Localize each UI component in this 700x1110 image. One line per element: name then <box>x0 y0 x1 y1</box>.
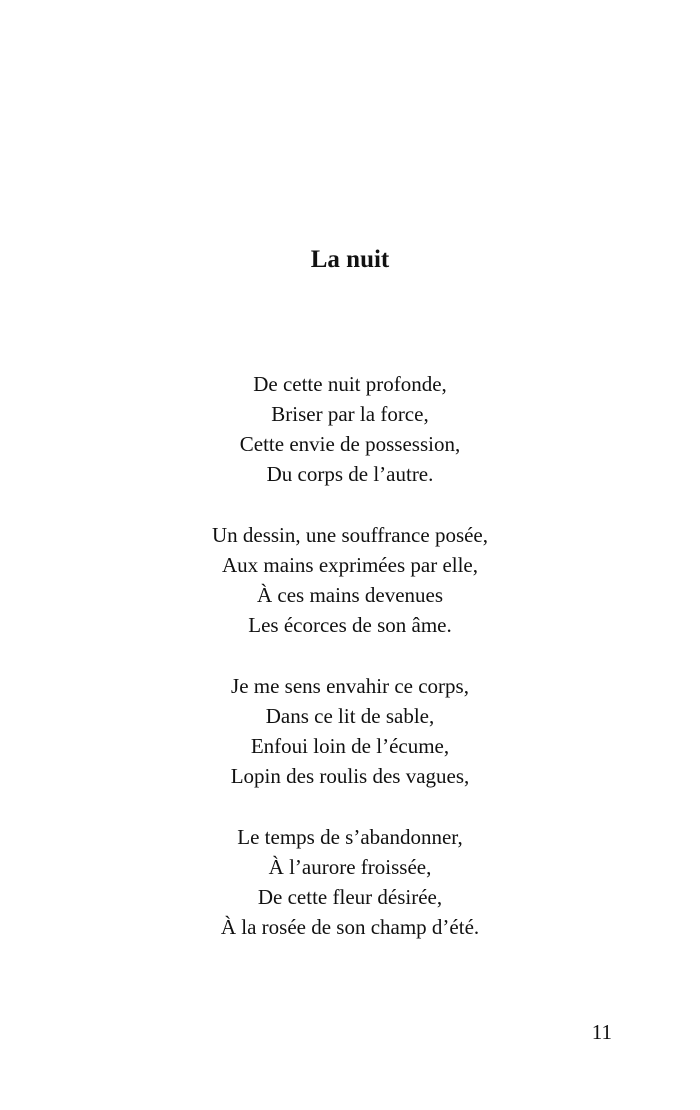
poem-body <box>0 369 700 973</box>
poem-line: Lopin des roulis des vagues, <box>230 764 470 788</box>
poem-line: Aux mains exprimées par elle, <box>222 553 478 577</box>
poem-line: De cette nuit profonde, <box>253 372 447 396</box>
poem-line: Je me sens envahir ce corps, <box>231 674 469 698</box>
poem-line: Les écorces de son âme. <box>248 613 452 637</box>
poem-line: De cette fleur désirée, <box>257 885 443 909</box>
page-number: 11 <box>591 1020 612 1044</box>
poem-line: Dans ce lit de sable, <box>265 704 435 728</box>
stanza <box>0 369 700 489</box>
poem-line: À ces mains devenues <box>256 583 444 607</box>
stanza <box>0 520 700 640</box>
poem-line: À la rosée de son champ d’été. <box>220 915 480 939</box>
poem-line: Du corps de l’autre. <box>266 462 434 486</box>
poem-title: La nuit <box>310 246 390 273</box>
poem-line: Un dessin, une souffrance posée, <box>211 523 489 547</box>
poem-line: À l’aurore froissée, <box>268 855 432 879</box>
poem-line: Enfoui loin de l’écume, <box>250 734 450 758</box>
stanza <box>0 822 700 942</box>
stanza <box>0 671 700 791</box>
poem-line: Briser par la force, <box>271 402 429 426</box>
poem-line: Le temps de s’abandonner, <box>237 825 463 849</box>
poem-line: Cette envie de possession, <box>239 432 461 456</box>
